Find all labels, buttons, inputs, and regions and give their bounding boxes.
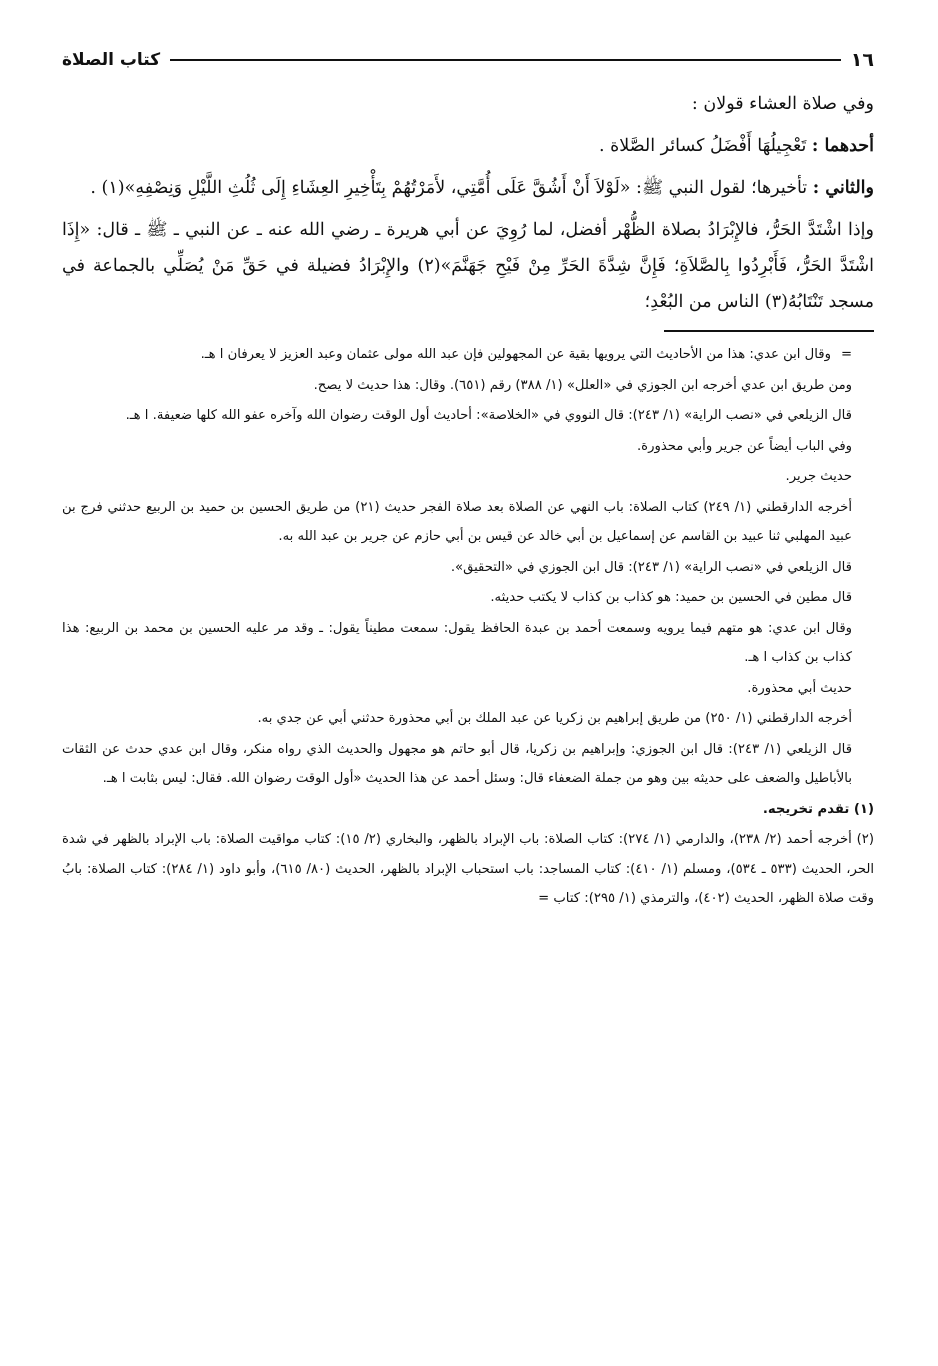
footnote-line: أخرجه الدارقطني (١/ ٢٤٩) كتاب الصلاة: باب النهي عن الصلاة بعد صلاة الفجر حديث (٢١) من طريق الحسين بن حميد بن الربيع حدثني فرج بن عبيد المهلبي ثنا عبيد بن القاسم عن إسماعيل بن أبي خالد عن قيس بن أبي حازم عن جرير بن عبد الله به. [62, 499, 852, 544]
footnote-1 [62, 795, 874, 825]
footnote-line: وقال ابن عدي: هو متهم فيما يرويه وسمعت أحمد بن عبدة الحافظ يقول: سمعت مطيناً يقول: ـ وقد مر عليه الحسين بن محمد بن الربيع: هذا كذاب بن كذاب ا هـ. [62, 620, 852, 665]
footnote-line: وفي الباب أيضاً عن جرير وأبي محذورة. [636, 438, 852, 454]
paragraph-isha-text: وفي صلاة العشاء قولان : [691, 94, 874, 114]
second-opinion-label: والثاني : [812, 178, 874, 198]
footnote-line: أخرجه الدارقطني (١/ ٢٥٠) من طريق إبراهيم بن زكريا عن عبد الملك بن أبي محذورة حدثني أبي عن جدي به. [257, 711, 852, 726]
book-page [62, 38, 874, 1348]
footnote-separator [664, 330, 874, 332]
continuation-mark: = [840, 347, 852, 362]
footnote-2-text: أخرجه أحمد (٢/ ٢٣٨)، والدارمي (١/ ٢٧٤): كتاب الصلاة: باب الإبراد بالظهر، والبخاري (٢/ ١٥): كتاب مواقيت الصلاة: باب الإبراد بالظهر في شدة الحر، الحديث (٥٣٣ ـ ٥٣٤)، ومسلم (١/ ٤١٠): كتاب المساجد: باب استحباب الإبراد بالظهر، الحديث (٨٠/ ٦١٥)، وأبو داود (١/ ٢٨٤): كتاب الصلاة: بابُ وقت صلاة الظهر، الحديث (٤٠٢)، والترمذي (١/ ٢٩٥): كتاب = [62, 832, 874, 906]
header-rule [170, 59, 841, 61]
paragraph-first-opinion [62, 128, 874, 164]
paragraph-second-opinion [62, 170, 874, 206]
page-header [62, 38, 874, 82]
paragraph-isha [62, 86, 874, 122]
footnote-line: قال مطين في الحسين بن حميد: هو كذاب بن كذاب لا يكتب حديثه. [490, 590, 852, 605]
first-opinion-text: تَعْجِيلُهَا أَفْضَلُ كسائر الصَّلاة . [598, 136, 812, 156]
footnote-line: حديث جرير. [785, 469, 852, 484]
footnote-2 [62, 825, 874, 914]
page-number: ١٦ [850, 49, 874, 71]
second-opinion-text: تأخيرها؛ لقول النبي ﷺ: «لَوْلاَ أَنْ أَشُقَّ عَلَى أُمَّتِي، لأَمَرْتُهُمْ بِتَأْخِيرِ العِشَاءِ إِلَى ثُلُثِ اللَّيْلِ وَنِصْفِهِ»(١) . [90, 178, 813, 198]
footnote-1-number: (١) [853, 801, 874, 817]
footnote-continuation [62, 340, 874, 370]
footnote-line: قال الزيلعي في «نصب الراية» (١/ ٢٤٣): قال ابن الجوزي في «التحقيق». [450, 559, 852, 575]
footnote-line: ومن طريق ابن عدي أخرجه ابن الجوزي في «العلل» (١/ ٣٨٨) رقم (٦٥١). وقال: هذا حديث لا يصح. [313, 377, 852, 393]
main-text [62, 86, 874, 320]
footnote-1-text: تقدم تخريجه. [762, 801, 854, 817]
footnotes [62, 340, 874, 914]
first-opinion-label: أحدهما : [811, 136, 874, 156]
paragraph-ibrad-text: وإذا اشْتَدَّ الحَرُّ، فالإِبْرَادُ بصلاة الظُّهْر أفضل، لما رُوِيَ عن أبي هريرة ـ رضي الله عنه ـ عن النبي ـ ﷺ ـ قال: «إِذَا اشْتَدَّ الحَرُّ، فَأَبْرِدُوا بِالصَّلاَةِ؛ فَإِنَّ شِدَّةَ الحَرِّ مِنْ فَيْحِ جَهَنَّمَ»(٢) والإِبْرَادُ فضيلة في حَقِّ مَنْ يُصَلِّي بالجماعة في مسجد تَنْتَابُهُ(٣) الناس من البُعْدِ؛ [62, 220, 874, 312]
footnote-2-number: (٢) [856, 832, 874, 847]
footnote-line: قال الزيلعي في «نصب الراية» (١/ ٢٤٣): قال النووي في «الخلاصة»: أحاديث أول الوقت رضوان الله وآخره عفو الله كلها ضعيفة. ا هـ. [125, 408, 852, 423]
footnote-line: وقال ابن عدي: هذا من الأحاديث التي يرويها بقية عن المجهولين فإن عبد الله مولى عثمان وعبد العزيز لا يعرفان ا هـ. [200, 347, 831, 362]
footnote-line: حديث أبي محذورة. [747, 680, 852, 696]
book-title: كتاب الصلاة [62, 50, 161, 70]
paragraph-ibrad [62, 212, 874, 320]
footnote-line: قال الزيلعي (١/ ٢٤٣): قال ابن الجوزي: وإبراهيم بن زكريا، قال أبو حاتم هو مجهول والحديث الذي رواه منكر، وقال ابن عدي حدث عن الثقات بالأباطيل والضعف على حديثه بين وهو من جملة الضعفاء قال: وسئل أحمد عن هذا الحديث «أول الوقت رضوان الله. فقال: ليس بثابت ا هـ. [62, 741, 853, 786]
